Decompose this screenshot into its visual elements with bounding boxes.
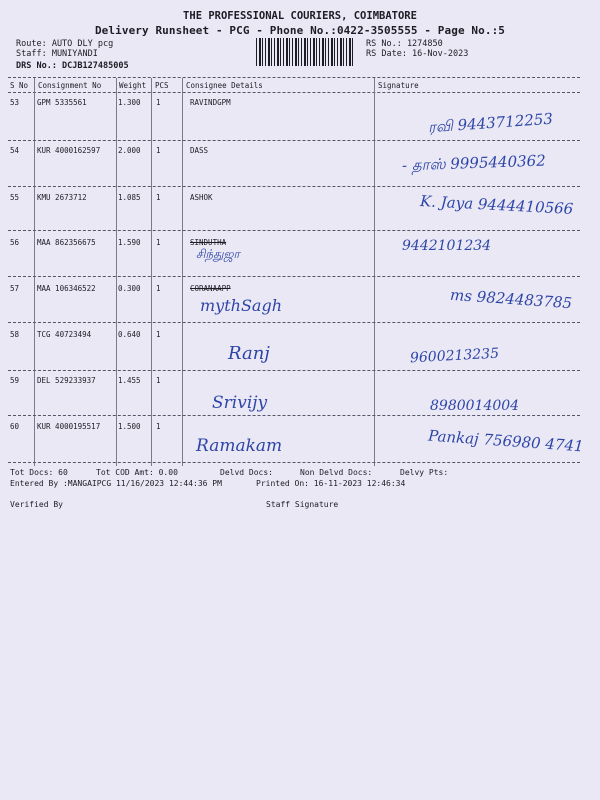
- drs-number: DRS No.: DCJB127485005: [16, 61, 129, 71]
- row-pcs: 1: [156, 376, 161, 385]
- col-divider: [374, 78, 375, 466]
- row-divider: [8, 140, 580, 141]
- row-divider: [8, 230, 580, 231]
- col-divider: [34, 78, 35, 466]
- row-consignment: KUR 4000162597: [37, 146, 101, 155]
- row-sno: 56: [10, 238, 20, 247]
- row-pcs: 1: [156, 146, 161, 155]
- row-handwritten-name: Ramakam: [196, 436, 283, 456]
- column-header-consignment: Consignment No: [38, 81, 102, 90]
- entered-by: Entered By :MANGAIPCG 11/16/2023 12:44:36 PM: [10, 479, 222, 488]
- row-weight: 0.300: [118, 284, 141, 293]
- barcode: [256, 38, 354, 66]
- row-signature: Pankaj 756980 4741: [427, 426, 585, 456]
- col-divider: [116, 78, 117, 466]
- row-divider: [8, 186, 580, 187]
- row-divider: [8, 276, 580, 277]
- row-consignment: MAA 862356675: [37, 238, 96, 247]
- staff-signature: Staff Signature: [266, 500, 339, 509]
- row-signature: ms 9824483785: [449, 285, 573, 313]
- row-signature: 9442101234: [402, 238, 492, 254]
- row-consignment: KMU 2673712: [37, 193, 87, 202]
- row-consignment: KUR 4000195517: [37, 422, 101, 431]
- column-header-pcs: PCS: [155, 81, 169, 90]
- row-weight: 0.640: [118, 330, 141, 339]
- row-weight: 2.000: [118, 146, 141, 155]
- row-signature: 8980014004: [430, 398, 520, 414]
- runsheet-subtitle: Delivery Runsheet - PCG - Phone No.:0422-3505555 - Page No.:5: [94, 24, 506, 37]
- row-signature: ரவி 9443712253: [427, 109, 554, 137]
- row-handwritten-name: சிந்துஜா: [196, 247, 240, 261]
- row-consignment: MAA 106346522: [37, 284, 96, 293]
- row-weight: 1.455: [118, 376, 141, 385]
- row-signature: - தாஸ் 9995440362: [401, 151, 547, 175]
- col-divider: [151, 78, 152, 466]
- column-header-sno: S No: [10, 81, 29, 90]
- row-weight: 1.300: [118, 98, 141, 107]
- row-signature: 9600213235: [409, 345, 500, 367]
- row-divider: [8, 370, 580, 371]
- column-header-weight: Weight: [119, 81, 147, 90]
- route-label: Route: AUTO DLY pcg: [16, 39, 114, 49]
- row-sno: 58: [10, 330, 20, 339]
- row-weight: 1.085: [118, 193, 141, 202]
- row-sno: 55: [10, 193, 20, 202]
- row-sno: 53: [10, 98, 20, 107]
- delivery-points: Delvy Pts:: [400, 468, 449, 477]
- row-handwritten-name: Srivijy: [212, 393, 268, 413]
- delivered-docs: Delvd Docs:: [220, 468, 273, 477]
- row-consignee: CORANAAPP: [190, 284, 231, 293]
- row-consignee: DASS: [190, 146, 209, 155]
- row-pcs: 1: [156, 284, 161, 293]
- staff-label: Staff: MUNIYANDI: [16, 49, 98, 59]
- row-sno: 59: [10, 376, 20, 385]
- row-weight: 1.500: [118, 422, 141, 431]
- row-consignment: GPM 5335561: [37, 98, 87, 107]
- row-sno: 54: [10, 146, 20, 155]
- row-pcs: 1: [156, 193, 161, 202]
- rs-date: RS Date: 16-Nov-2023: [366, 49, 469, 59]
- rs-number: RS No.: 1274850: [366, 39, 443, 49]
- row-handwritten-name: mythSagh: [200, 296, 282, 315]
- row-consignment: DEL 529233937: [37, 376, 96, 385]
- row-consignment: TCG 40723494: [37, 330, 92, 339]
- column-header-signature: Signature: [378, 81, 419, 90]
- row-consignee: ASHOK: [190, 193, 213, 202]
- printed-on: Printed On: 16-11-2023 12:46:34: [256, 479, 406, 488]
- header-rule: [8, 92, 580, 93]
- row-consignee: SINDUTHA: [190, 238, 227, 247]
- company-title: THE PROFESSIONAL COURIERS, COIMBATORE: [183, 10, 417, 22]
- row-pcs: 1: [156, 422, 161, 431]
- col-divider: [182, 78, 183, 466]
- row-weight: 1.590: [118, 238, 141, 247]
- row-sno: 60: [10, 422, 20, 431]
- column-header-consignee: Consignee Details: [186, 81, 263, 90]
- row-pcs: 1: [156, 330, 161, 339]
- row-divider: [8, 322, 580, 323]
- row-pcs: 1: [156, 238, 161, 247]
- table-top-rule: [8, 77, 580, 78]
- row-sno: 57: [10, 284, 20, 293]
- row-consignee: RAVINDGPM: [190, 98, 231, 107]
- row-handwritten-name: Ranj: [228, 343, 270, 364]
- total-docs: Tot Docs: 60: [10, 468, 68, 477]
- row-divider: [8, 415, 580, 416]
- total-cod: Tot COD Amt: 0.00: [96, 468, 178, 477]
- row-divider: [8, 462, 580, 463]
- verified-by: Verified By: [10, 500, 63, 509]
- non-delivered-docs: Non Delvd Docs:: [300, 468, 373, 477]
- row-pcs: 1: [156, 98, 161, 107]
- row-signature: K. Jaya 9444410566: [419, 192, 574, 218]
